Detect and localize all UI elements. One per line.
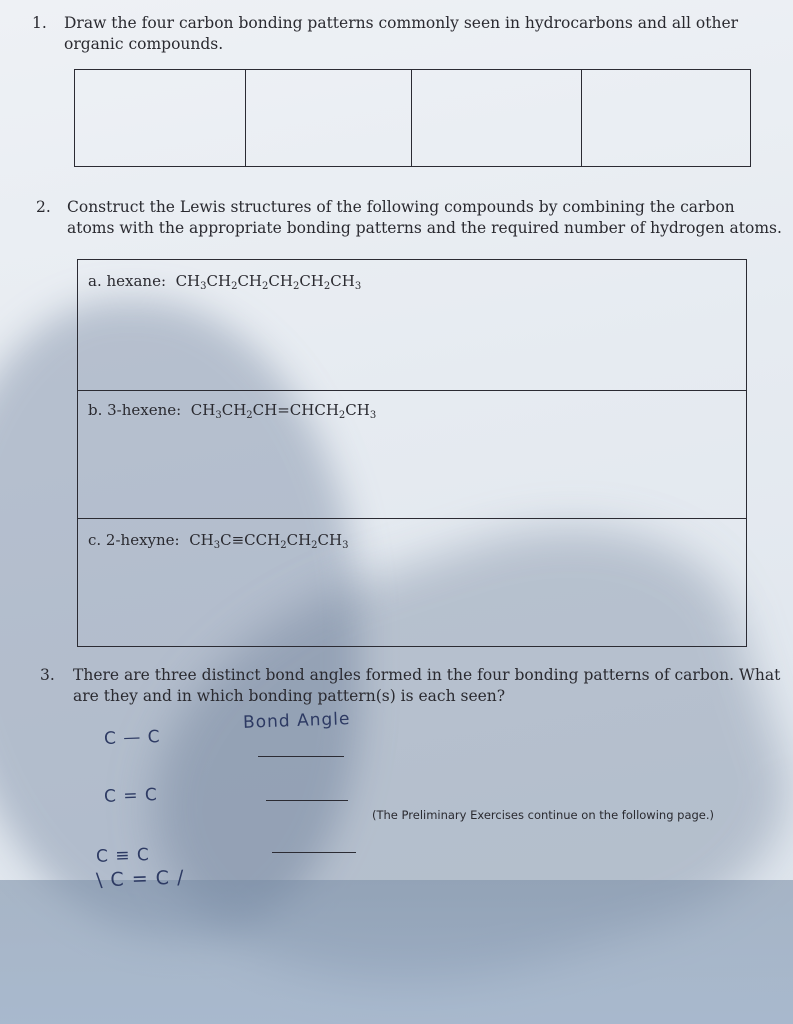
- q1-answer-grid: [74, 69, 751, 167]
- handwritten-bond-angle-heading: Bond Angle: [242, 709, 351, 733]
- row-label-text: b. 3-hexene:: [88, 401, 182, 419]
- grid-divider: [411, 70, 412, 166]
- answer-blank-3: [272, 852, 356, 853]
- grid-divider: [245, 70, 246, 166]
- row-hexane: [88, 272, 361, 290]
- handwritten-double-bond: C = C: [103, 785, 159, 807]
- q2-text-line2: atoms with the appropriate bonding patterns and the required number of hydrogen atoms.: [67, 219, 782, 237]
- q3-number: 3.: [40, 666, 55, 684]
- row-label-text: c. 2-hexyne:: [88, 531, 180, 549]
- row-divider: [78, 390, 746, 391]
- row-label-text: a. hexane:: [88, 272, 167, 290]
- grid-divider: [581, 70, 582, 166]
- row-2-hexyne: [88, 531, 348, 549]
- shadow-overlay: [0, 880, 793, 1024]
- formula: $CH_3CH_2CH_2CH_2CH_2CH_3$: [175, 272, 362, 292]
- handwritten-alkene-sketch: \ C = C /: [95, 866, 185, 892]
- formula: $CH_3CH_2CH=CHCH_2CH_3$: [190, 401, 377, 421]
- answer-blank-2: [266, 800, 348, 801]
- q3-text-line1: There are three distinct bond angles formed in the four bonding patterns of carbon. What: [73, 666, 781, 684]
- handwritten-triple-bond: C ≡ C: [95, 845, 151, 867]
- handwritten-single-bond: C — C: [103, 727, 161, 749]
- row-3-hexene: [88, 401, 376, 419]
- q2-number: 2.: [36, 198, 51, 216]
- q1-number: 1.: [32, 14, 47, 32]
- answer-blank-1: [258, 756, 344, 757]
- row-divider: [78, 518, 746, 519]
- q3-text-line2: are they and in which bonding pattern(s) is each seen?: [73, 687, 506, 705]
- q1-text-line1: Draw the four carbon bonding patterns commonly seen in hydrocarbons and all other: [64, 14, 739, 32]
- q2-answer-table: [77, 259, 747, 647]
- q2-text-line1: Construct the Lewis structures of the following compounds by combining the carbon: [67, 198, 735, 216]
- q1-text-line2: organic compounds.: [64, 35, 224, 53]
- footer-note: (The Preliminary Exercises continue on the following page.): [372, 808, 715, 822]
- formula: $CH_3C\equiv CCH_2CH_2CH_3$: [189, 531, 349, 551]
